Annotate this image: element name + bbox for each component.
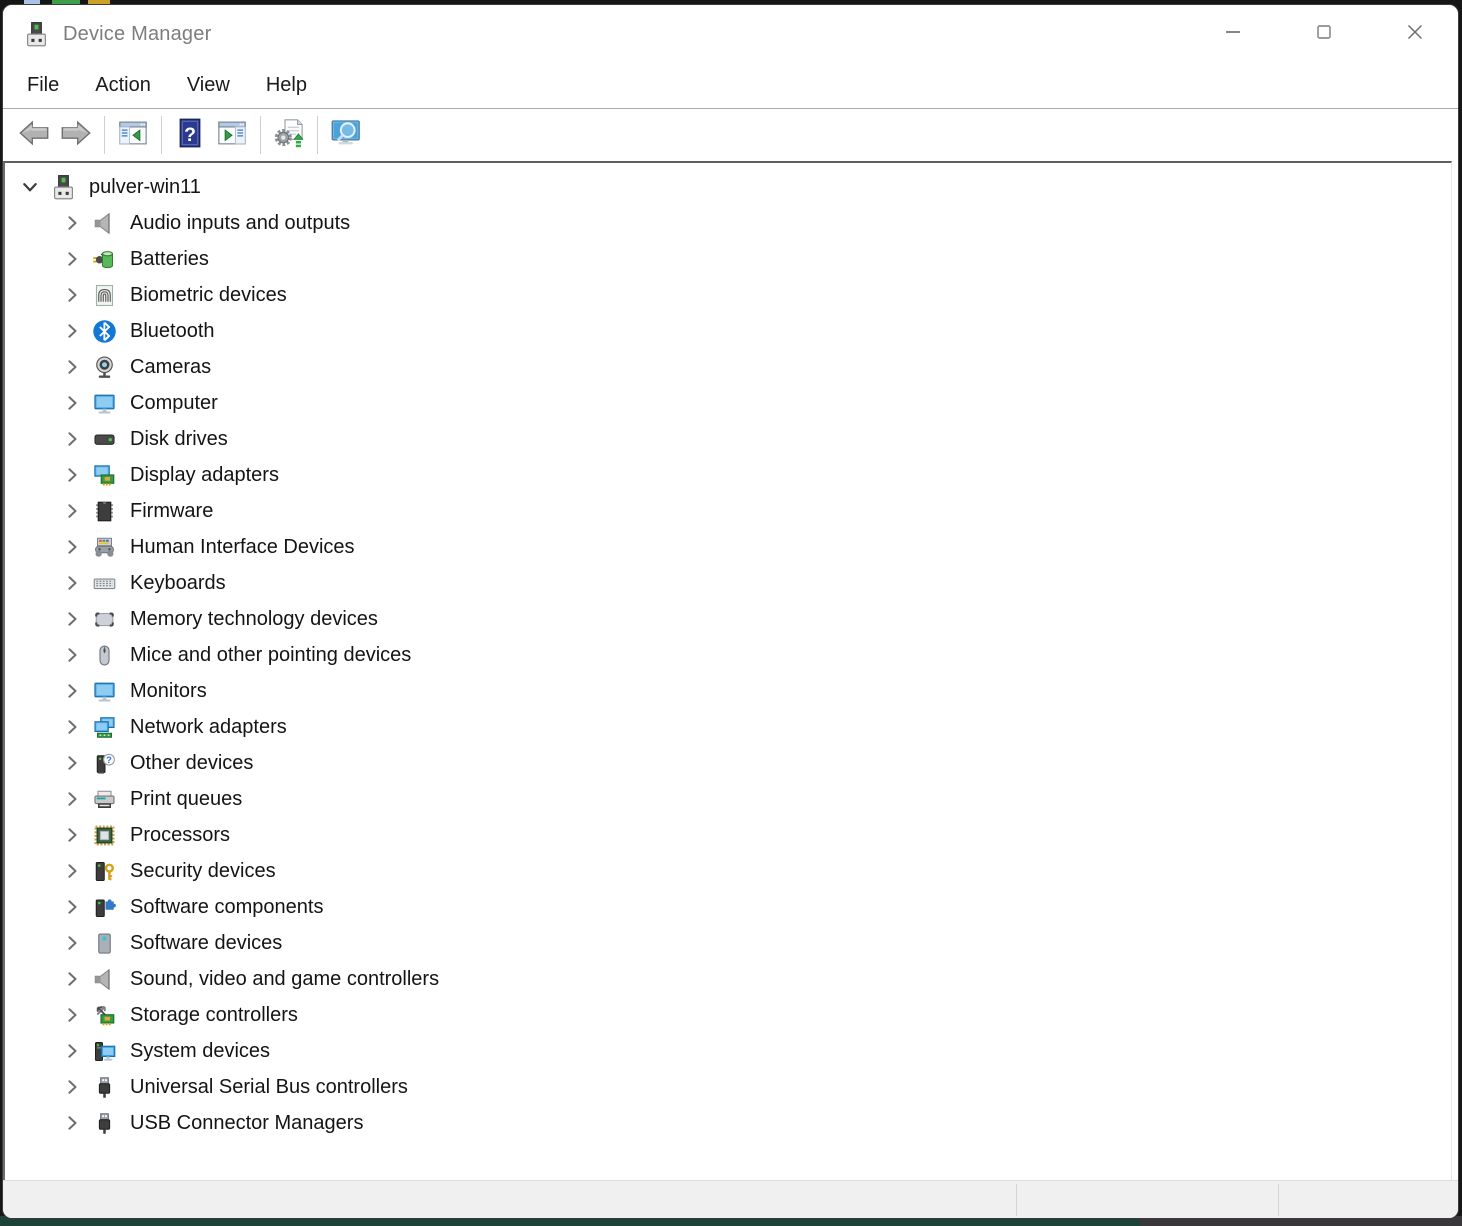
- forward-button[interactable]: [55, 114, 97, 156]
- action-pane-icon: [216, 117, 248, 154]
- tree-item-label: Other devices: [130, 751, 254, 774]
- chevron-right-icon[interactable]: [61, 752, 83, 774]
- statusbar-section: [15, 1181, 1015, 1219]
- tree-item-label: Software components: [130, 895, 324, 918]
- tree-item-label: Network adapters: [130, 715, 287, 738]
- statusbar-section: [1029, 1181, 1265, 1219]
- back-button[interactable]: [13, 114, 55, 156]
- toolbar-separator: [104, 116, 105, 154]
- tree-item-memory-technology-devices[interactable]: [5, 601, 1451, 637]
- tree-item-system-devices[interactable]: [5, 1033, 1451, 1069]
- device-manager-icon: [23, 21, 50, 48]
- chevron-right-icon[interactable]: [61, 644, 83, 666]
- statusbar-section: [1291, 1181, 1441, 1219]
- disk-drive-icon: [92, 427, 117, 452]
- window-title: Device Manager: [63, 22, 212, 45]
- minimize-button[interactable]: [1204, 12, 1262, 56]
- chevron-right-icon[interactable]: [61, 608, 83, 630]
- minimize-icon: [1220, 19, 1246, 50]
- printer-icon: [92, 787, 117, 812]
- tree-item-storage-controllers[interactable]: [5, 997, 1451, 1033]
- chevron-right-icon[interactable]: [61, 320, 83, 342]
- tree-item-software-devices[interactable]: [5, 925, 1451, 961]
- tree-item-label: Biometric devices: [130, 283, 287, 306]
- tree-item-label: Processors: [130, 823, 231, 846]
- show-hide-console-tree-button[interactable]: [112, 114, 154, 156]
- tree-item-label: Software devices: [130, 931, 283, 954]
- chevron-right-icon[interactable]: [61, 212, 83, 234]
- fingerprint-icon: [92, 283, 117, 308]
- chevron-right-icon[interactable]: [61, 788, 83, 810]
- tree-item-label: Memory technology devices: [130, 607, 378, 630]
- speaker-icon: [92, 967, 117, 992]
- tree-item-label: Firmware: [130, 499, 214, 522]
- forward-arrow-icon: [60, 117, 92, 154]
- menu-help[interactable]: Help: [265, 74, 307, 96]
- tree-item-other-devices[interactable]: [5, 745, 1451, 781]
- help-icon: [174, 117, 206, 154]
- chevron-right-icon[interactable]: [61, 536, 83, 558]
- chevron-right-icon[interactable]: [61, 464, 83, 486]
- tree-item-label: pulver-win11: [89, 175, 201, 198]
- menu-view[interactable]: View: [186, 74, 230, 96]
- camera-icon: [92, 355, 117, 380]
- monitor-icon: [92, 679, 117, 704]
- tree-item-firmware[interactable]: [5, 493, 1451, 529]
- console-tree-icon: [117, 117, 149, 154]
- tree-item-label: Monitors: [130, 679, 207, 702]
- toolbar-separator: [260, 116, 261, 154]
- menu-action[interactable]: Action: [95, 74, 151, 96]
- device-manager-window: [2, 4, 1459, 1219]
- software-device-icon: [92, 931, 117, 956]
- tree-item-label: Universal Serial Bus controllers: [130, 1075, 408, 1098]
- computer-monitor-icon: [92, 391, 117, 416]
- chevron-right-icon[interactable]: [61, 392, 83, 414]
- close-button[interactable]: [1386, 12, 1444, 56]
- chevron-right-icon[interactable]: [61, 824, 83, 846]
- window-controls: [1171, 5, 1444, 63]
- chevron-down-icon[interactable]: [19, 176, 41, 198]
- tree-item-label: Mice and other pointing devices: [130, 643, 412, 666]
- tree-item-mice-and-other-pointing-devices[interactable]: [5, 637, 1451, 673]
- maximize-icon: [1311, 19, 1337, 50]
- toolbar-separator: [161, 116, 162, 154]
- tree-item-software-components[interactable]: [5, 889, 1451, 925]
- security-key-icon: [92, 859, 117, 884]
- tree-item-universal-serial-bus-controllers[interactable]: [5, 1069, 1451, 1105]
- chevron-right-icon[interactable]: [61, 860, 83, 882]
- device-tree-panel: [3, 161, 1452, 1180]
- tree-item-label: Batteries: [130, 247, 209, 270]
- chevron-right-icon[interactable]: [61, 896, 83, 918]
- device-manager-icon: [50, 174, 77, 201]
- tree-item-keyboards[interactable]: [5, 565, 1451, 601]
- chevron-right-icon[interactable]: [61, 968, 83, 990]
- tree-item-label: Print queues: [130, 787, 243, 810]
- chevron-right-icon[interactable]: [61, 1112, 83, 1134]
- tree-item-label: Security devices: [130, 859, 276, 882]
- usb-plug-icon: [92, 1111, 117, 1136]
- statusbar: [3, 1180, 1458, 1218]
- tree-item-label: Keyboards: [130, 571, 226, 594]
- display-adapter-icon: [92, 463, 117, 488]
- toolbar: [3, 109, 1458, 161]
- tree-item-biometric-devices[interactable]: [5, 277, 1451, 313]
- network-adapter-icon: [92, 715, 117, 740]
- menubar: [3, 63, 1458, 109]
- help-button[interactable]: [169, 114, 211, 156]
- menu-file[interactable]: File: [27, 74, 60, 96]
- tree-item-label: USB Connector Managers: [130, 1111, 364, 1134]
- scan-for-hardware-changes-button[interactable]: [268, 114, 310, 156]
- chevron-right-icon[interactable]: [61, 1040, 83, 1062]
- hid-gamepad-icon: [92, 535, 117, 560]
- chevron-right-icon[interactable]: [61, 572, 83, 594]
- tree-item-display-adapters[interactable]: [5, 457, 1451, 493]
- chevron-right-icon[interactable]: [61, 356, 83, 378]
- show-hide-action-pane-button[interactable]: [211, 114, 253, 156]
- speaker-icon: [92, 211, 117, 236]
- chevron-right-icon[interactable]: [61, 1076, 83, 1098]
- tree-item-label: Bluetooth: [130, 319, 215, 342]
- tree-item-monitors[interactable]: [5, 673, 1451, 709]
- statusbar-divider: [1016, 1184, 1017, 1216]
- tree-item-sound-video-and-game-controllers[interactable]: [5, 961, 1451, 997]
- svg-text:?: ?: [106, 754, 112, 765]
- chevron-right-icon[interactable]: [61, 500, 83, 522]
- tree-item-network-adapters[interactable]: [5, 709, 1451, 745]
- mouse-icon: [92, 643, 117, 668]
- tree-item-audio-inputs-and-outputs[interactable]: [5, 205, 1451, 241]
- bluetooth-icon: [92, 319, 117, 344]
- storage-controller-icon: [92, 1003, 117, 1028]
- system-device-icon: [92, 1039, 117, 1064]
- tree-item-label: Human Interface Devices: [130, 535, 355, 558]
- search-monitor-icon: [330, 117, 362, 154]
- tree-item-label: Storage controllers: [130, 1003, 298, 1026]
- chevron-right-icon[interactable]: [61, 716, 83, 738]
- maximize-button[interactable]: [1295, 12, 1353, 56]
- close-icon: [1402, 19, 1428, 50]
- tree-item-print-queues[interactable]: [5, 781, 1451, 817]
- tree-item-usb-connector-managers[interactable]: [5, 1105, 1451, 1141]
- tree-item-processors[interactable]: [5, 817, 1451, 853]
- tree-item-computer[interactable]: [5, 385, 1451, 421]
- keyboard-icon: [92, 571, 117, 596]
- tree-item-cameras[interactable]: [5, 349, 1451, 385]
- chevron-right-icon[interactable]: [61, 248, 83, 270]
- tree-item-label: Display adapters: [130, 463, 279, 486]
- chevron-right-icon[interactable]: [61, 284, 83, 306]
- tree-item-label: System devices: [130, 1039, 271, 1062]
- back-arrow-icon: [18, 117, 50, 154]
- tree-item-label: Disk drives: [130, 427, 228, 450]
- tree-item-label: Audio inputs and outputs: [130, 211, 351, 234]
- unknown-device-icon: [92, 751, 117, 776]
- tree-item-label: Sound, video and game controllers: [130, 967, 440, 990]
- statusbar-divider: [1278, 1184, 1279, 1216]
- chevron-right-icon[interactable]: [61, 932, 83, 954]
- usb-plug-icon: [92, 1075, 117, 1100]
- toolbar-separator: [317, 116, 318, 154]
- chevron-right-icon[interactable]: [61, 680, 83, 702]
- tree-item-disk-drives[interactable]: [5, 421, 1451, 457]
- tree-item-label: Computer: [130, 391, 218, 414]
- scan-gear-icon: [273, 117, 305, 154]
- software-component-icon: [92, 895, 117, 920]
- tree-item-bluetooth[interactable]: [5, 313, 1451, 349]
- tree-item-human-interface-devices[interactable]: [5, 529, 1451, 565]
- memory-card-icon: [92, 607, 117, 632]
- firmware-chip-icon: [92, 499, 117, 524]
- chevron-right-icon[interactable]: [61, 428, 83, 450]
- search-devices-button[interactable]: [325, 114, 367, 156]
- chevron-right-icon[interactable]: [61, 1004, 83, 1026]
- titlebar[interactable]: [3, 5, 1458, 63]
- svg-text:?: ?: [184, 123, 196, 146]
- tree-item-batteries[interactable]: [5, 241, 1451, 277]
- processor-icon: [92, 823, 117, 848]
- battery-icon: [92, 247, 117, 272]
- device-tree: [5, 163, 1451, 1141]
- tree-item-label: Cameras: [130, 355, 212, 378]
- tree-item-pulver-win11[interactable]: [5, 169, 1451, 205]
- tree-item-security-devices[interactable]: [5, 853, 1451, 889]
